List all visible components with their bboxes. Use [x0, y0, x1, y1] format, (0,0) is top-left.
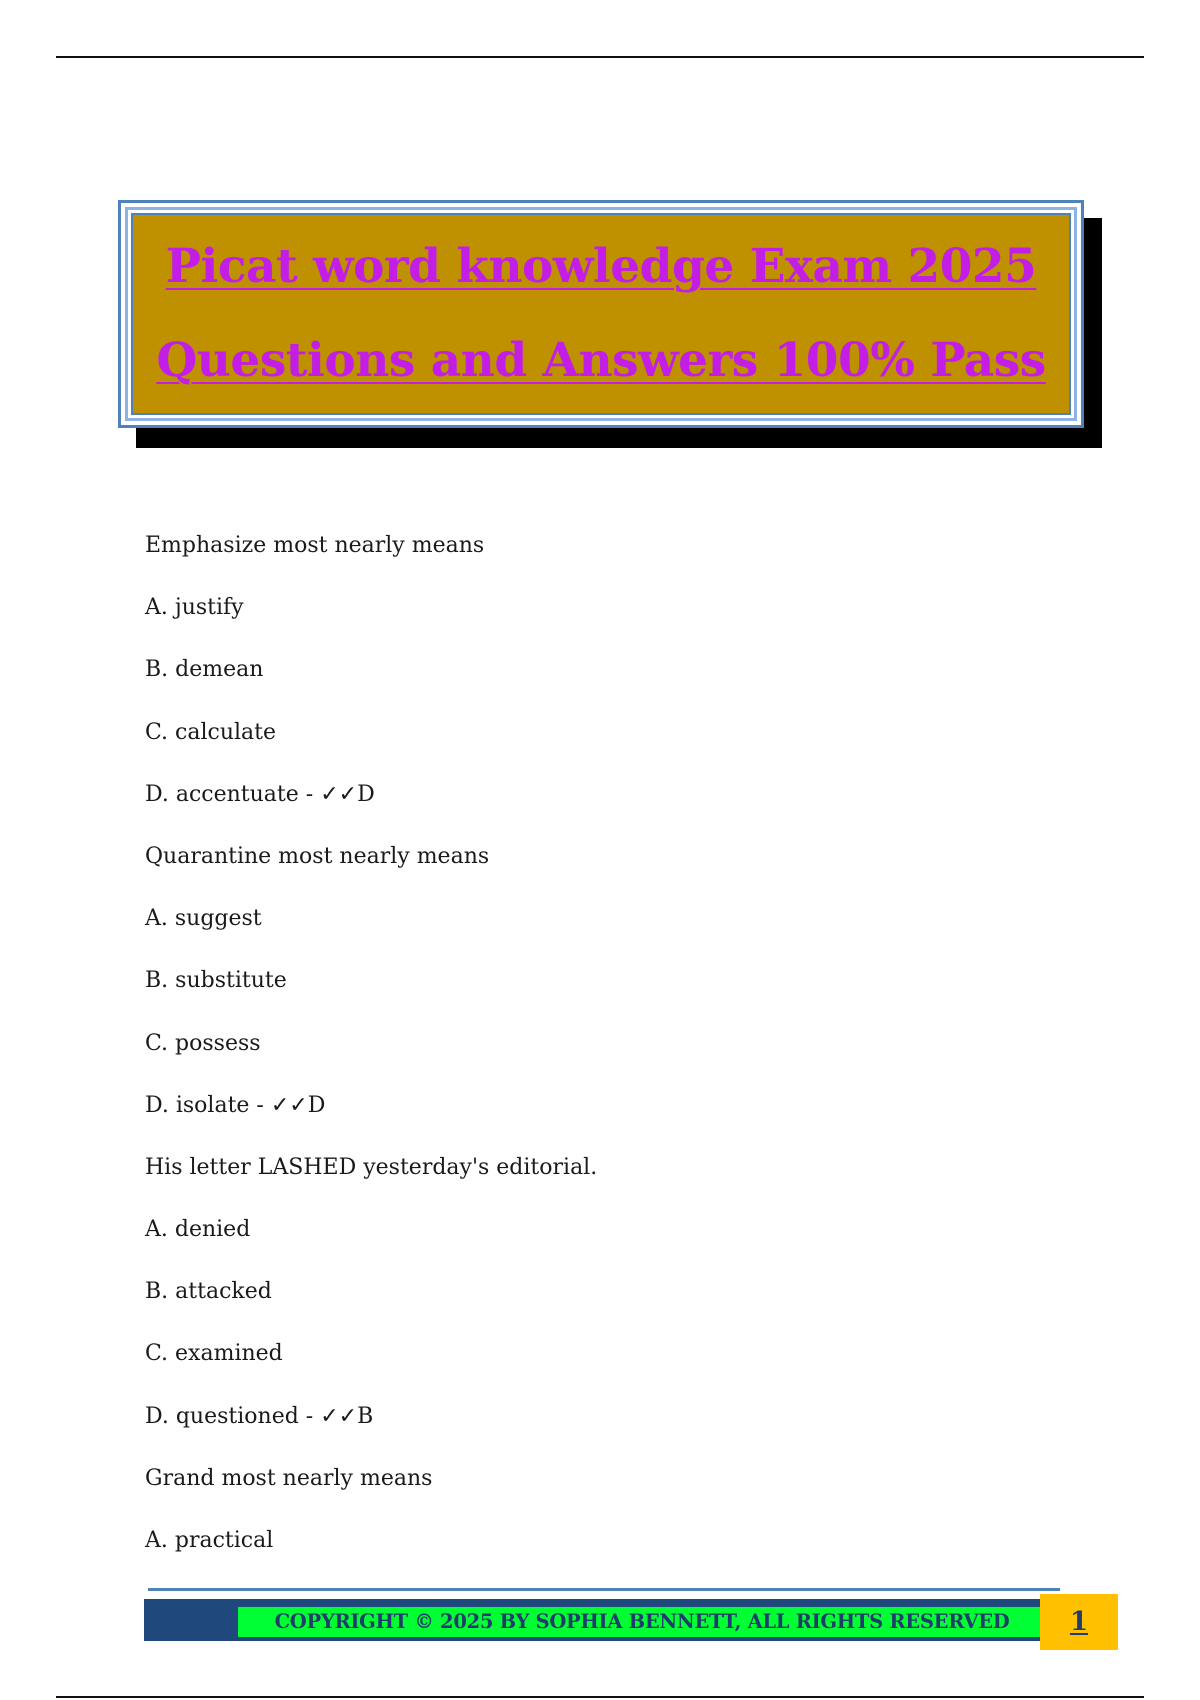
title-line-1: Picat word knowledge Exam 2025 — [165, 239, 1037, 294]
check-mark-icon: ✓✓ — [320, 1403, 358, 1429]
line-text: B. substitute — [145, 968, 287, 994]
content-line — [145, 1261, 1045, 1323]
line-text: C. possess — [145, 1030, 261, 1056]
line-text: D. questioned - — [145, 1403, 321, 1429]
bottom-rule — [56, 1696, 1144, 1698]
title-box-fill — [131, 213, 1071, 415]
content-line — [145, 1510, 1045, 1572]
line-text: His letter LASHED yesterday's editorial. — [145, 1154, 598, 1180]
content-line — [145, 515, 1045, 577]
content-line — [145, 1013, 1045, 1075]
title-line-2: Questions and Answers 100% Pass — [156, 333, 1046, 388]
footer-rule — [148, 1588, 1060, 1591]
line-text: A. justify — [145, 595, 244, 621]
content-line — [145, 577, 1045, 639]
check-mark-icon: ✓✓ — [270, 1092, 308, 1118]
line-text: B. attacked — [145, 1279, 272, 1305]
line-text: D. isolate - — [145, 1092, 271, 1118]
content-line — [145, 639, 1045, 701]
content-line — [145, 950, 1045, 1012]
check-mark-icon: ✓✓ — [320, 781, 358, 807]
line-text: C. calculate — [145, 719, 277, 745]
page-number-box — [1040, 1594, 1118, 1650]
page-number: 1 — [1069, 1607, 1089, 1637]
content-line — [145, 1323, 1045, 1385]
correct-answer-letter: B — [357, 1403, 374, 1429]
answer-option-correct — [145, 764, 1045, 826]
question-list — [145, 515, 1045, 1572]
line-text: C. examined — [145, 1341, 283, 1367]
content-line — [145, 1448, 1045, 1510]
line-text: A. practical — [145, 1528, 274, 1553]
top-rule — [56, 56, 1144, 58]
line-text: A. denied — [145, 1217, 251, 1243]
correct-answer-letter: D — [357, 781, 375, 807]
line-text: Quarantine most nearly means — [145, 843, 490, 869]
line-text: A. suggest — [145, 906, 262, 932]
title-box-inner-border — [125, 207, 1077, 421]
content-line — [145, 888, 1045, 950]
copyright-notice: COPYRIGHT © 2025 BY SOPHIA BENNETT, ALL RIGHTS RESERVED — [238, 1607, 1046, 1637]
line-text: Grand most nearly means — [145, 1465, 433, 1491]
content-line — [145, 1137, 1045, 1199]
correct-answer-letter: D — [307, 1092, 326, 1118]
content-line — [145, 702, 1045, 764]
line-text: D. accentuate - — [145, 781, 321, 807]
content-line — [145, 826, 1045, 888]
answer-option-correct — [145, 1075, 1045, 1137]
line-text: Emphasize most nearly means — [145, 533, 485, 558]
title-box — [118, 200, 1084, 428]
answer-option-correct — [145, 1386, 1045, 1448]
content-line — [145, 1199, 1045, 1261]
line-text: B. demean — [145, 657, 264, 683]
